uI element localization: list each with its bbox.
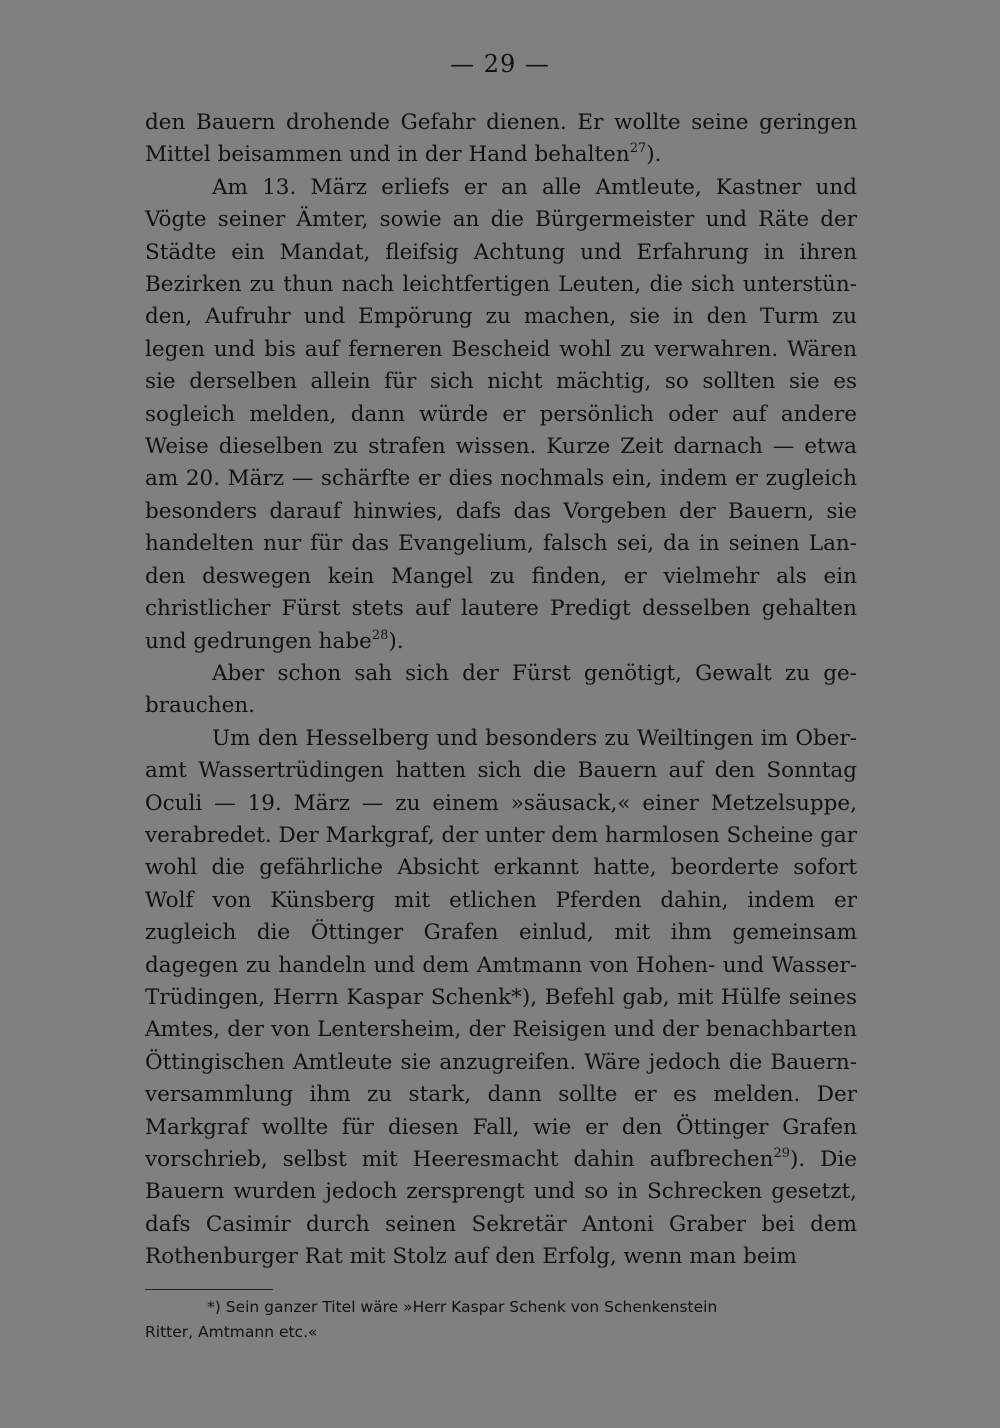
footnote-marker: * bbox=[511, 984, 522, 1010]
footnote-rule bbox=[145, 1289, 273, 1290]
page-number: — 29 — bbox=[450, 50, 550, 78]
paragraph-3: Aber schon sah sich der Fürst genötigt, Gewalt zu gebrauchen. bbox=[145, 660, 857, 719]
paragraph-1-end: ). bbox=[646, 142, 662, 168]
paragraph-2-end: ). bbox=[388, 628, 404, 654]
paragraph-1 bbox=[145, 107, 857, 172]
paragraph-1-text: den Bauern drohende Gefahr dienen. Er wollte seine geringen Mittel beisammen und in der Hand behalten bbox=[145, 110, 857, 168]
paragraph-4 bbox=[145, 723, 857, 1274]
footnote bbox=[145, 1295, 857, 1345]
paragraph-4-mid: ), Befehl gab, mit Hülfe seines Amtes, der von Lentersheim, der Reisigen und der benachbarten Öttingischen Amtleute sie anzugreifen. Wäre jedoch die Bauernversammlung ihm zu stark, dann sollte er es melden. Der Markgraf wollte für diesen Fall, wie er den Öttinger Grafen vorschrieb, selbst mit Heeresmacht dahin aufbrechen bbox=[145, 984, 858, 1172]
paragraph-2-text: Am 13. März erliefs er an alle Amtleute, Kastner und Vögte seiner Ämter, sowie an die Bürgermeister und Räte der Städte ein Mandat, fleifsig Achtung und Erfahrung in ihren Bezirken zu thun nach leichtfertigen Leuten, die sich unterstünden, Aufruhr und Empörung zu machen, sie in den Turm zu legen und bis auf ferneren Bescheid wohl zu verwahren. Wären sie derselben allein für sich nicht mächtig, so sollten sie es sogleich melden, dann würde er persönlich oder auf andere Weise dieselben zu strafen wissen. Kurze Zeit darnach — etwa am 20. März — schärfte er dies nochmals ein, indem er zugleich besonders darauf hinwies, dafs das Vorgeben der Bauern, sie handelten nur für das Evangelium, falsch sei, da in seinen Landen deswegen kein Mangel zu finden, er vielmehr als ein christlicher Fürst stets auf lautere Predigt desselben gehalten und gedrungen habe bbox=[145, 174, 857, 654]
footnote-line-1: *) Sein ganzer Titel wäre »Herr Kaspar Schenk von Schenkenstein bbox=[207, 1298, 718, 1316]
reference-27: 27 bbox=[629, 141, 647, 157]
paragraph-4-text: Um den Hesselberg und besonders zu Weiltingen im Oberamt Wassertrüdingen hatten sich die Bauern auf den Sonntag Oculi — 19. März — zu einem »säusack,« einer Metzelsuppe, verabredet. Der Markgraf, der unter dem harmlosen Scheine gar wohl die gefährliche Absicht erkannt hatte, beorderte sofort Wolf von Künsberg mit etlichen Pferden dahin, indem er zugleich die Öttinger Grafen einlud, mit ihm gemeinsam dagegen zu handeln und dem Amtmann von Hohen- und Wasser-Trüdingen, Herrn Kaspar Schenk bbox=[145, 725, 857, 1010]
paragraph-4-end: ). Die Bauern wurden jedoch zersprengt und so in Schrecken gesetzt, dafs Casimir durch seinen Sekretär Antoni Graber bei dem Rothenburger Rat mit Stolz auf den Erfolg, wenn man beim bbox=[145, 1147, 857, 1270]
reference-29: 29 bbox=[773, 1146, 790, 1161]
footnote-line-2: Ritter, Amtmann etc.« bbox=[145, 1323, 318, 1341]
main-text bbox=[145, 107, 857, 1274]
paragraph-2 bbox=[145, 172, 857, 658]
reference-28: 28 bbox=[371, 627, 389, 643]
